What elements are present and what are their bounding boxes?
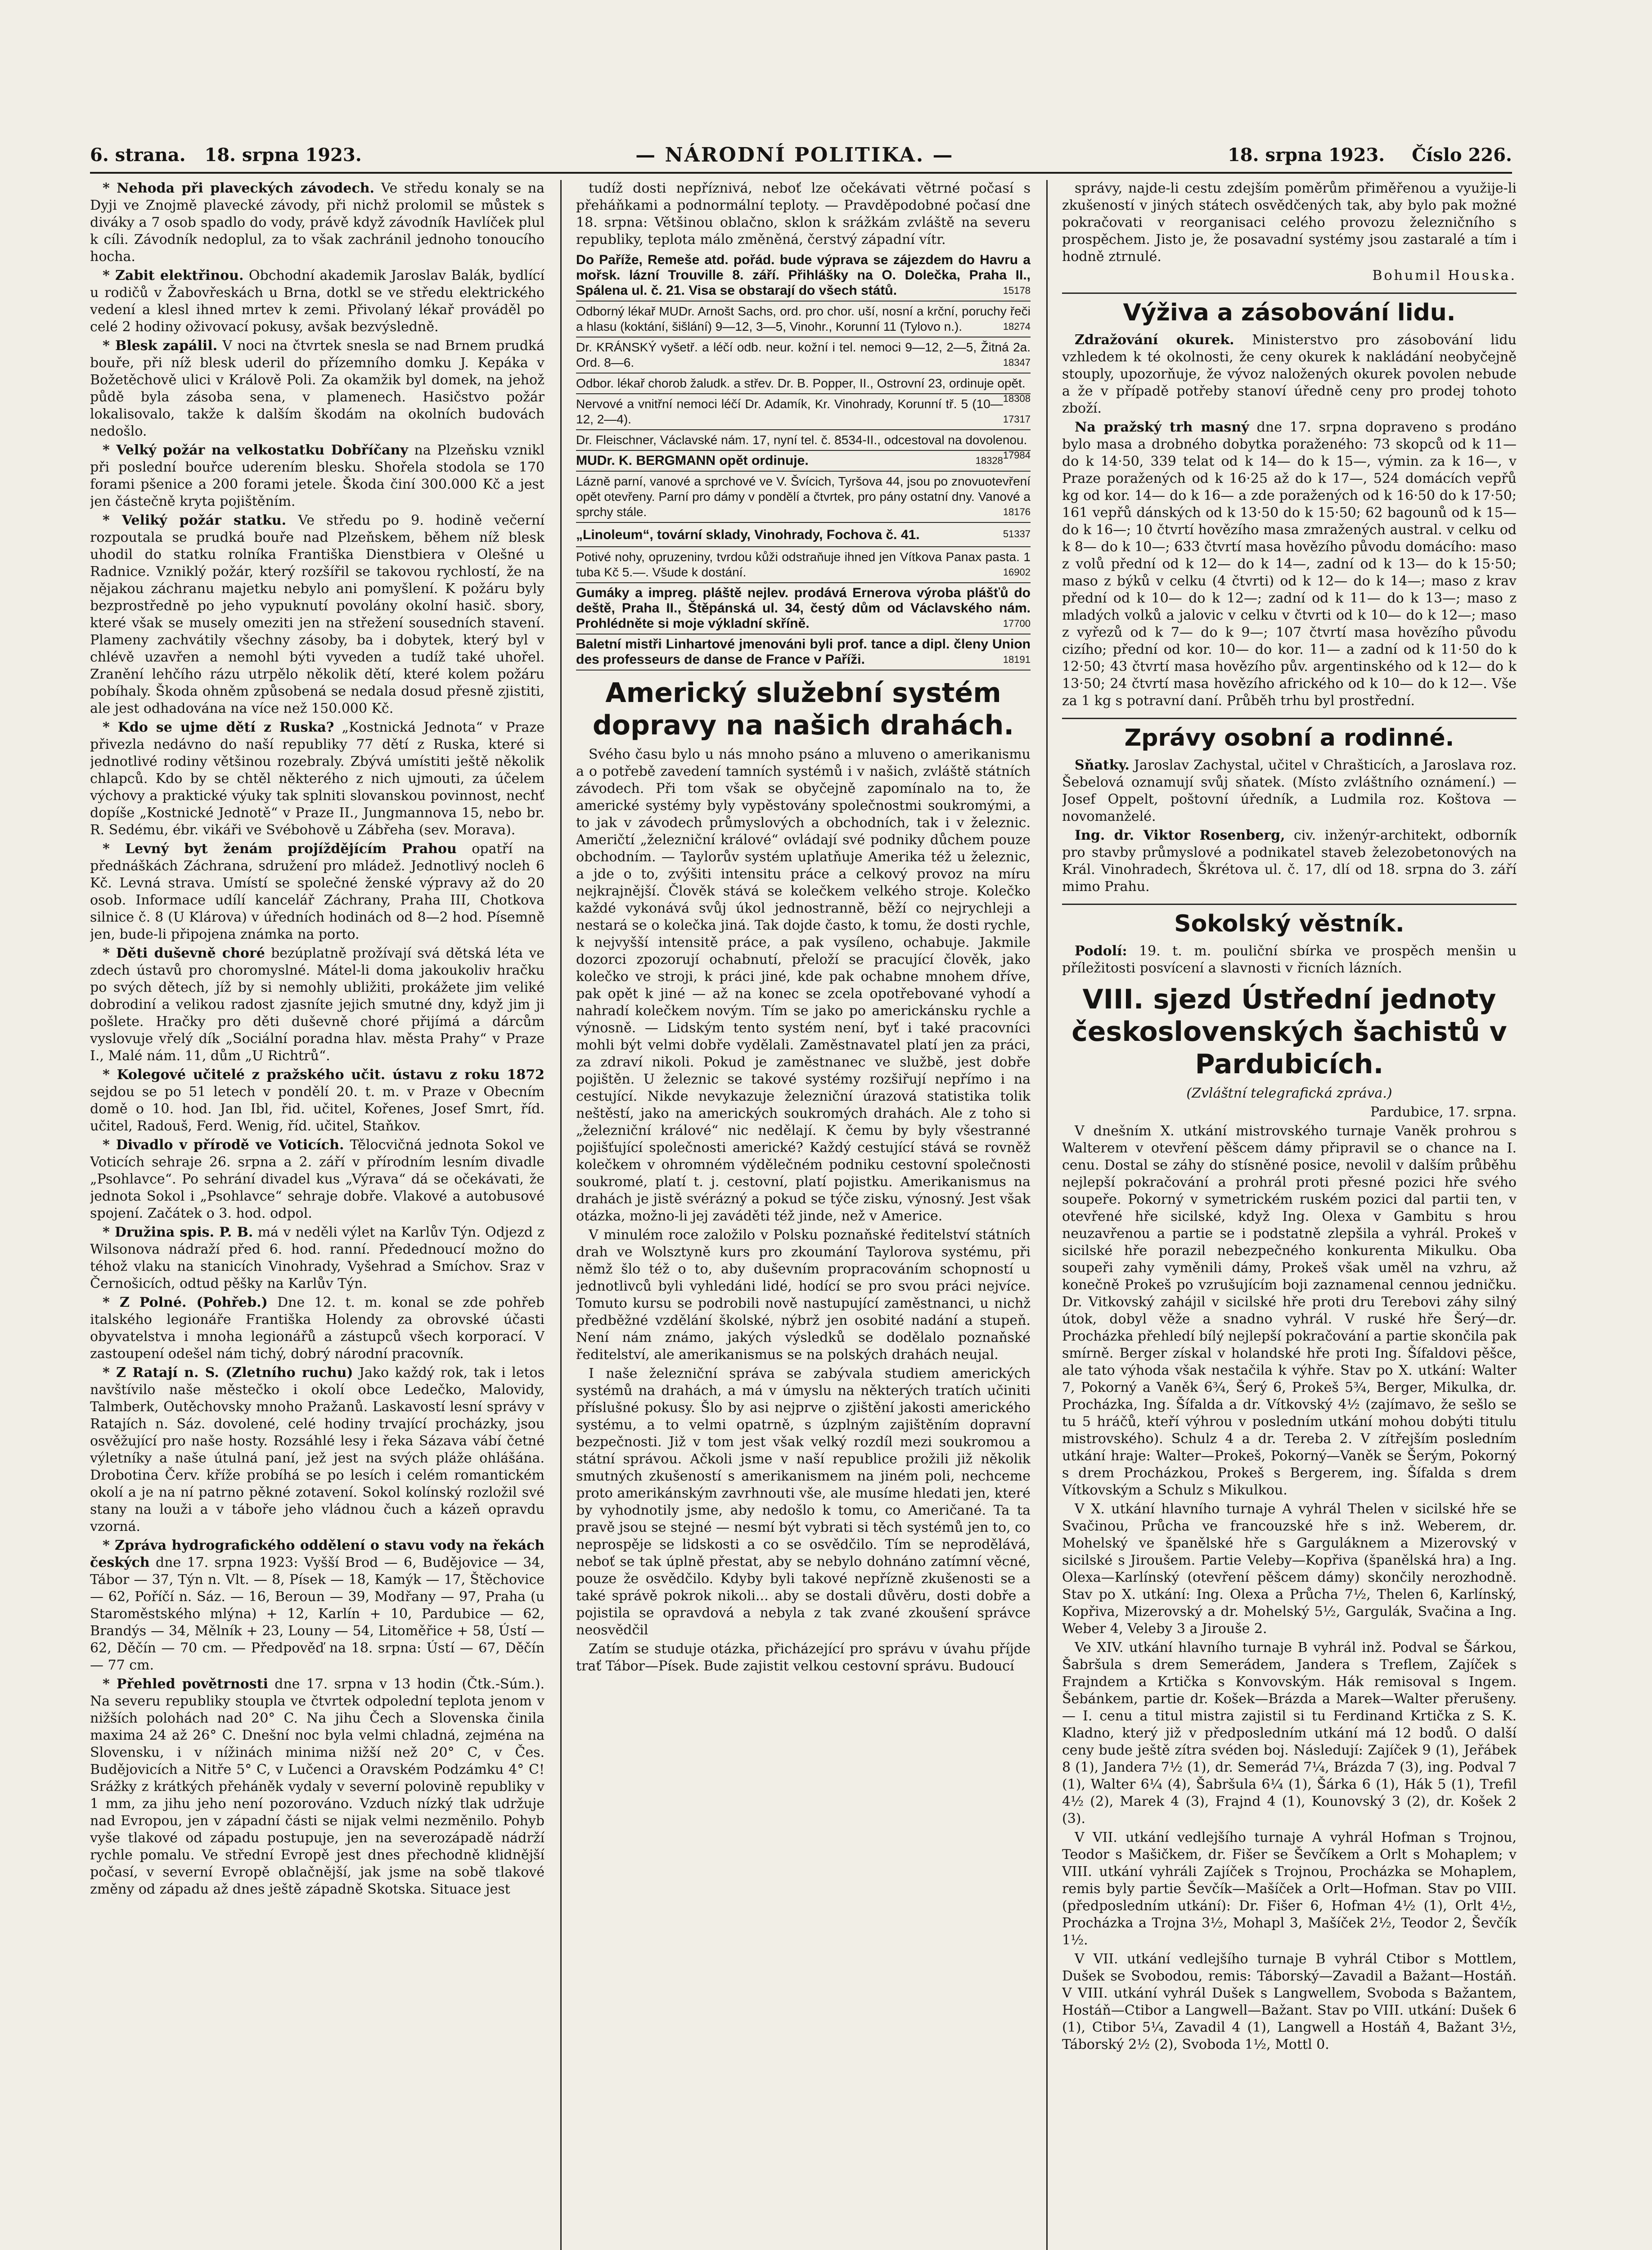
ad-text: Lázně parní, vanové a sprchové ve V. Švícich, Tyršova 44, jsou po znovuotevření opět otevřeny. Parní pro dámy v pondělí a čtvrtek, pro pány ostatní dny. Vanové a sprchy stále.: [576, 474, 1031, 519]
ad-text: Odbor. lékař chorob žaludk. a střev. Dr. B. Popper, II., Ostrovní 23, ordinuje opět.: [576, 376, 1026, 390]
ad-text: Do Paříže, Remeše atd. pořád. bude výprava se zájezdem do Havru a mořsk. lázní Trouville 8. září. Přihlášky na O. Dolečka, Praha II., Spálena ul. č. 21. Visa se obstarají do všech států.: [576, 252, 1031, 298]
section-heading: Zprávy osobní a rodinné.: [1062, 718, 1517, 752]
page-number: 6. strana.: [90, 144, 186, 166]
article-heading: VIII. sjezd Ústřední jednoty československých šachistů v Pardubicích.: [1071, 984, 1507, 1080]
advertisement: [576, 523, 1031, 547]
article: [1062, 943, 1517, 977]
column-2: [576, 180, 1031, 2250]
article-text: má v neděli výlet na Karlův Týn. Odjezd z Wilsonova nádraží před 6. hod. ranní. Předednoucí možno do téhož vlaku na stanicích Vinohrady, Vyšehrad a Smíchov. Sraz v Černošicích, odtud pěšky na Karlův Týn.: [90, 1224, 545, 1292]
advertisement: [576, 583, 1031, 634]
ad-number: 16902: [1003, 567, 1031, 578]
ad-text: Potivé nohy, opruzeniny, tvrdou kůži odstraňuje ihned jen Vítkova Panax pasta. 1 tuba Kč 5.—. Všude k dostání.: [576, 550, 1031, 579]
article-paragraph: V X. utkání hlavního turnaje A vyhrál Thelen v sicilské hře se Svačinou, Průcha ve francouzské hře s inž. Weberem, dr. Mohelský ve španělské hře s Garguláknem a Mizerovský v sicilské s Jiroušem. Partie Veleby—Kopřiva (španělská hra) a Ing. Olexa—Karlínský (otevření pěšcem dámy) skončily nerozhodně. Stav po X. utkání: Ing. Olexa a Průcha 7½, Thelen 6, Karlínský, Kopřiva, Mizerovský a dr. Mohelský 5½, Gargulák, Svačina a Ing. Weber 4, Veleby 3 a Jirouše 2.: [1062, 1501, 1517, 1637]
article-text: Tělocvičná jednota Sokol ve Voticích sehraje 26. srpna a 2. září v přírodním lesním divadle „Psohlavce“. Po sehrání divadel kus „Výrava“ dá se očekávati, že jednota Sokol i „Psohlavce“ sehraje dobře. Vlakové a autobusové spojení. Začátek o 3. hod. odpol.: [90, 1137, 545, 1221]
article-lead: * Levný byt ženám projíždějícím Prahou: [103, 841, 457, 857]
article: [90, 1294, 545, 1363]
author-signature: Bohumil Houska.: [1372, 268, 1517, 284]
article-paragraph: I naše železniční správa se zabývala studiem amerických systémů na drahách, a má v úmyslu na některých tratích učiniti příslušné pokusy. Šlo by asi nejprve o zjištění jakosti amerického systému, a to velmi opatrně, s úzplným zajištěním dopravní bezpečnosti. Již v tom jest však velký rozdíl mezi soukromou a státní správou. Ačkoli jsme v naší republice prožili již několik smutných zkušeností s amerikanismem na jiném poli, nechceme proto amerikánským zavrhnouti vše, ale musíme hledati jen, které by vyhodnotily jsme, aby nedošlo k tomu, co Američané. Ta ta pravě jsou se stejné — nesmí být vybrati si těch systémů jen to, co neprospěje se lidskosti a co se osvědčilo. Tím se neprodělává, neboť se tak úplně přestat, aby se nebylo dohnáno zatímní věcné, pouze že osvědčilo. Kdyby byli takové nepřízně zkušenosti se a také správě pokrok nikoli... aby se dostali důvěru, dosti dobře a pojistila se opravdová a nebyla z tak zvané zkoušení správce neosvědčil: [576, 1366, 1031, 1638]
article-text: V noci na čtvrtek snesla se nad Brnem prudká bouře, při níž blesk uderil do přízemního domku J. Kepáka v Božetěchově ulici v Králově Poli. Za okamžik byl domek, na jehož půdě byla zásoba sena, v plamenech. Hasičstvo požár lokalisovalo, takže k dalším škodám na okolních budovách nedošlo.: [90, 338, 545, 439]
article: [1062, 332, 1517, 417]
article-paragraph: V VII. utkání vedlejšího turnaje A vyhrál Hofman s Trojnou, Teodor s Mašičkem, dr. Fišer se Ševčíkem a Orlt s Mohaplem; v VIII. utkání vyhráli Zajíček s Trojnou, Procházka se Mohaplem, remis byly partie Ševčík—Mašíček a Orlt—Hofman. Stav po VIII. (předposledním utkání): Dr. Fišer 6, Hofman 4½ (1), Orlt 4½, Procházka a Trojna 3½, Mohapl 3, Mašíček 2½, Teodor 2, Ševčík 1½.: [1062, 1830, 1517, 1948]
article-text: Obchodní akademik Jaroslav Balák, bydlící u rodičů v Žabovřeskách u Brna, dotkl se ve středu elektrického vedení a klesl ihned mrtev k zemi. Přivolaný lékař prováděl po celé 2 hodiny oživovací pokusy, avšak bezvýsledně.: [90, 268, 545, 335]
article-paragraph: V dnešním X. utkání mistrovského turnaje Vaněk prohrou s Walterem v otevření pěšcem dámy připravil se o chance na I. cenu. Dostal se záhy do stísněné posice, nevolil v dalším průběhu nejlepší pokračování a prohrál proti přesné pozici hře svého soupeře. Pokorný v symetrickém ruském pozici dal partii ten, v otevřené hře sicilské, když Ing. Olexa v Gambitu s hrou neuzavřenou a partie se i podstatně zlepšila a vyhrál. Prokeš v sicilské hře porazil nebezpečného konkurenta Mikulku. Oba soupeři zahy vyměnili dámy, Prokeš však uměl na vzhru, až konečně Prokeš po vzrušujícím boji zaznamenal cennou jedničku. Dr. Vitkovský zahájil v sicilské hře proti dru Terebovi záhy silný útok, dobyl věže a snadno vyhrál. V ruské hře Šerý—dr. Procházka přehledí bílý nejlepší pokračování a partie skončila pak smírně. Berger získal v holandské hře proti Ing. Šífaldovi pěšce, ale tato výhoda však nestačila k výhře. Stav po X. utkání: Walter 7, Pokorný a Vaněk 6¾, Šerý 6, Prokeš 5¾, Berger, Mikulka, dr. Procházka, Ing. Šífalda a dr. Vítkovský 4½ (zajímavo, že sešlo se tu 5 hráčů, kteří výhrou v posledním utkání mohou dobýti titulu mistrovského). Schulz 4 a dr. Tereba 2. V zítřejším posledním utkání hraje: Walter—Prokeš, Pokorný—Vaněk se Šerým, Pokorný s drem Procházkou, Prokeš s Bergerem, ing. Šífalda s drem Vítkovským a Schulz s Mikulkou.: [1062, 1123, 1517, 1498]
ad-number: 18191: [1003, 654, 1031, 665]
article-text: „Kostnická Jednota“ v Praze přivezla nedávno do naší republiky 77 dětí z Ruska, které si jednotlivé rodiny většinou rozebraly. Zbývá umístiti ještě několik chlapců. Kdo by se chtěl některého z nich ujmouti, za účelem výchovy a praktické výuky tak splniti slovanskou povinnost, nechť dopíše „Kostnické Jednotě“ v Praze II., Jungmannova 15, nebo br. R. Sedému, ébr. vikáři ve Svébohově u Zábřeha (sev. Morava).: [90, 720, 545, 838]
article-text: Dne 12. t. m. konal se zde pohřeb italského legionáře Františka Holendy za obrovské účasti obyvatelstva i mnoha legionářů a zástupců všech korporací. V zastoupení odešel nám tichý, dobrý národní pracovník.: [90, 1295, 545, 1362]
article-lead: * Nehoda při plaveckých závodech.: [103, 180, 374, 196]
header-rule: [90, 172, 1512, 174]
advertisement: [576, 547, 1031, 583]
article-lead: * Veliký požár statku.: [103, 513, 287, 528]
advertisement: [576, 451, 1031, 472]
article-lead: * Velký požár na velkostatku Dobříčany: [103, 442, 408, 458]
column-divider: [560, 180, 562, 2250]
article-lead: Podolí:: [1075, 943, 1127, 959]
article-continuation: tudíž dosti nepříznivá, neboť lze očekávati větrné počasí s přeháňkami a podnormální teploty. — Pravděpodobné počasí dne 18. srpna: Většinou oblačno, sklon k srážkám zvláště na severu republiky, teplota málo změněná, čerstvý západní vítr.: [576, 180, 1031, 248]
ad-number: 15178: [1003, 285, 1031, 296]
article-heading: Americký služební systém dopravy na našich drahách.: [592, 677, 1014, 741]
article: [90, 180, 545, 266]
article: [90, 267, 545, 336]
ad-number: 17700: [1003, 618, 1031, 629]
issue-number: Číslo 226.: [1412, 144, 1512, 166]
article-text: Ve středu konaly se na Dyji ve Znojmě plavecké závody, při nichž prolomil se můstek s diváky a 7 osob spadlo do vody, právě když závodník Havlíček plul k cíli. Závodník nedoplul, za to však zachránil jednoho tonoucího hocha.: [90, 180, 545, 265]
article-lead: Sňatky.: [1075, 757, 1130, 773]
ad-text: Gumáky a impreg. pláště nejlev. prodává Ernerova výroba plášťů do deště, Praha II., Štěpánská ul. 34, čestý dům od Václavského nám. Prohlédněte si moje výkladní skříně.: [576, 585, 1031, 631]
date-right: 18. srpna 1923.: [1227, 144, 1385, 166]
article-lead: Zdražování okurek.: [1075, 332, 1234, 348]
ad-number: 51337: [1003, 528, 1031, 540]
article-text: opatří na přednáškách Záchrana, sdružení pro mládež. Jednotlivý nocleh 6 Kč. Levná strava. Umístí se společné ženské výpravy až do 20 osob. Informace udílí kancelář Záchrany, Praha III, Chotkova silnice č. 8 (U Klárova) v úředních hodinách od 8—2 hod. Písemně jen, bude-li připojena známka na porto.: [90, 841, 545, 942]
article: [1062, 419, 1517, 710]
ad-number: 17984: [1003, 450, 1031, 461]
article-text: Jako každý rok, tak i letos navštívilo naše městečko i okolí obce Ledečko, Malovidy, Talmberk, Outěchovsky mnoho Pražanů. Laskavostí lesní správy v Ratajích n. Sáz. dovolené, celé hodiny trvající procházky, jsou osvěžující pro naše hosty. Rozsáhlé lesy i řeka Sázava vábí četné výletníky a naše útulná paní, jež jest na svých pláže ohlášána. Drobotina Červ. kříže probíhá se po lesích i celém romantickém okolí a je na ní patrno pěkné zotavení. Sokol kolínský rozložil své stany na louži a v táboře jeho vládnou čuch a kázeň opravdu vzorná.: [90, 1365, 545, 1534]
article-text: bezúplatně prožívají svá dětská léta ve zdech ústavů pro choromyslné. Mátel-li doma jakoukoliv hračku po svých dětech, jíž by si nemohly ubližiti, prokážete jim veliké dobrodiní a velikou radost zjasníte jejich smutné dny, když jim ji pošlete. Hračky pro děti duševně choré přijímá a dárcům vyslovuje vřelý dík „Sociální poradna hlav. města Prahy“ v Praze I., Malé nám. 11, dům „U Richtrů“.: [90, 945, 545, 1064]
article-lead: Ing. dr. Viktor Rosenberg,: [1075, 828, 1285, 843]
page-header: [90, 140, 1512, 169]
date-left: 18. srpna 1923.: [204, 144, 362, 166]
article: [90, 719, 545, 839]
article: [90, 841, 545, 943]
dateline: Pardubice, 17. srpna.: [1370, 1104, 1517, 1120]
ad-text: Dr. KRÁNSKÝ vyšetř. a léčí odb. neur. kožní i tel. nemoci 9—12, 2—5, Žitná 2a. Ord. 8—6.: [576, 340, 1031, 369]
article: [90, 1066, 545, 1135]
ad-text: Odborný lékař MUDr. Arnošt Sachs, ord. pro chor. uší, nosní a krční, poruchy řeči a hlasu (koktání, šišlání) 9—12, 3—5, Vinohr., Korunní 11 (Tylovo n.).: [576, 304, 1031, 333]
ad-number: 18328: [975, 455, 1003, 466]
article-paragraph: Svého času bylo u nás mnoho psáno a mluveno o amerikanismu a o potřebě zavedení tamních systémů i v našich, zvláště státních závodech. Při tom však se obyčejně zapomínalo na to, že americké systémy byly vypěstovány společnostmi soukromými, a to jak v závodech průmyslových a obchodních, tak i v železnic. Američtí „železniční králové“ ovládají své podniky důchem pouze obchodním. — Taylorův systém uplatňuje Amerika též u železnic, a jde o to, zvýšiti intensitu práce a celkový provoz na míru nejkrajnější. Člověk stává se kolečkem velkého stroje. Kolečko každé vykonává svůj úkol jednostranně, běží co nejrychleji a nestará se o kolečka jiná. Tak dojde často, k tomu, že dosti rychle, k nejvyšší intensitě práce, a pak vysíleno, ochabuje. Jakmile dozorci zpozorují ochabnutí, přeloží se pracující člověk, jako kolečko ve stroji, k práci jiné, kde pak ochabne mnohem dříve, pak opět k jiné — až na konec se zcela opotřebované vyhodí a nahradí kolečkem novým. Tím se jako po americkánsku rychle a výnosně. — Lidským tento systém není, byť i také pracovníci mohli být velmi dobře vydělali. Zaměstnavatel platí jen za práci, za zdraví nikoli. Pokud je zaměstnanec ve službě, jest dobře pojištěn. U železnic se takové systémy rozšiřují nepřímo i na cestující. Nikde nevykazuje železniční úrazová statistika tolik neštěstí, jako na amerických soukromých drahách. Ale z toho si „železniční králové“ nic nedělají. K čemu by byly všestranné pojišťující společnosti americké? Každý cestující stává se rovněž kolečkem v ohromném výdělečném podniku cestovní společnosti soukromé, platí t. j. cestovní, platí pojistku. Amerikanismus na drahách je jistě svérázný a pokud se týče zisku, výnosný. Jest však otázka, možno-li jej zaváděti též jinde, než v Americe.: [576, 747, 1031, 1224]
advertisement: [576, 338, 1031, 374]
header-right: [1228, 144, 1512, 166]
article-lead: Na pražský trh masný: [1075, 419, 1249, 435]
advertisement: [576, 374, 1031, 404]
ad-text: „Linoleum“, tovární sklady, Vinohrady, Fochova č. 41.: [576, 527, 920, 542]
article-subtitle: (Zvláštní telegrafická zpráva.): [1186, 1085, 1392, 1101]
advertisement: [576, 472, 1031, 523]
article-text: civ. inženýr-architekt, odborník pro stavby průmyslové a podnikatel staveb železobetonových na Král. Vinohradech, Škrétova ul. č. 17, dlí od 18. srpna do 3. září mimo Prahu.: [1062, 828, 1517, 895]
ad-text: MUDr. K. BERGMANN opět ordinuje.: [576, 453, 809, 468]
article-lead: * Z Ratají n. S. (Zletního ruchu): [103, 1365, 353, 1381]
article-lead: * Děti duševně choré: [103, 945, 265, 961]
article: [90, 1537, 545, 1674]
column-1: [90, 180, 545, 2250]
article: [90, 945, 545, 1065]
advertisement: [576, 250, 1031, 302]
advertisement: [576, 302, 1031, 338]
article: [1062, 827, 1517, 896]
header-left: [90, 144, 362, 166]
article-lead: * Kdo se ujme dětí z Ruska?: [103, 720, 334, 735]
article-text: Ve středu po 9. hodině večerní rozpoutala se prudká bouře nad Plzeňskem, během níž blesk uhodil do statku rolníka Františka Dienstbiera v Olešné u Radnice. Vzniklý požár, který rozšířil se takovou rychlostí, že na nějakou záchranu majetku nebylo ani pomyšlení. K požáru byly bezprostředně po jeho vypuknutí povolány okolní hasič. sbory, které však se musely omeziti jen na střežení sousedních stavení. Plameny zachvátily všechny zásoby, ba i dobytek, který byl v chlévě uzavřen a nemohl býti vyveden a tudíž také uhořel. Zranění lehčího rázu utrpělo několik dětí, které kolem požáru pobíhaly. Škoda ohněm způsobená se nedala dosud přesně zjistiti, ale jest odhadována na více než 150.000 Kč.: [90, 513, 545, 716]
section-heading: Sokolský věstník.: [1062, 904, 1517, 938]
article-text: 19. t. m. pouliční sbírka ve prospěch menšin u příležitosti posvícení a slavnosti v řicních lázních.: [1062, 943, 1517, 976]
article-text: Jaroslav Zachystal, učitel v Chrašticích, a Jaroslava roz. Šebelová oznamují svůj sňatek. (Místo zvláštního oznámení.) — Josef Oppelt, poštovní úředník, a Ludmila roz. Koštova — novomanželé.: [1062, 757, 1517, 824]
article-paragraph: V VII. utkání vedlejšího turnaje B vyhrál Ctibor s Mottlem, Dušek se Svobodou, remis: Táborský—Zavadil a Bažant—Hostáň. V VIII. utkání vyhrál Dušek s Langwellem, Svoboda s Bažantem, Hostáň—Ctibor a Langwell—Bažant. Stav po VIII. utkání: Dušek 6 (1), Ctibor 5¼, Zavadil 4 (1), Langwell a Hostáň 4, Bažant 3½, Táborský 2½ (2), Svoboda 1½, Mottl 0.: [1062, 1951, 1517, 2052]
article-lead: * Divadlo v přírodě ve Voticích.: [103, 1137, 344, 1153]
ad-text: Nervové a vnitřní nemoci léčí Dr. Adamík, Kr. Vinohrady, Korunní tř. 5 (10—12, 2—4).: [576, 397, 1003, 426]
article-paragraph: Zatím se studuje otázka, přicházející pro správu v úvahu příjde trať Tábor—Písek. Bude zajistit velkou cestovní správu. Budoucí: [576, 1641, 1031, 1674]
column-3: [1062, 180, 1517, 2250]
article-text: Ministerstvo pro zásobování lidu vzhledem k té okolnosti, že ceny okurek k nakládání neobyčejně stouply, upozorňuje, že vývoz naložených okurek povolen nebude a že v případě potřeby stanoví úředně ceny pro prodej tohoto zboží.: [1062, 332, 1517, 416]
article: [90, 1224, 545, 1292]
advertisement: [576, 634, 1031, 670]
article-text: sejdou se po 51 letech v pondělí 20. t. m. v Praze v Obecním domě o 10. hod. Jan Ibl, řid. učitel, Kořenes, Josef Smrt, říd. učitel, Radouš, Ferd. Wenig, říd. učitel, Staňkov.: [90, 1084, 545, 1134]
article-lead: * Z Polné. (Pohřeb.): [103, 1295, 268, 1310]
article-lead: * Družina spis. P. B.: [103, 1224, 253, 1240]
article-lead: * Přehled povětrnosti: [103, 1676, 268, 1692]
masthead: — NÁRODNÍ POLITIKA. —: [635, 143, 954, 166]
article: [90, 1676, 545, 1898]
article-lead: * Zpráva hydrografického oddělení o stavu vody na řekách českých: [90, 1538, 545, 1570]
ad-number: 18347: [1003, 357, 1031, 368]
article-text: dne 17. srpna dopraveno s prodáno bylo masa a drobného dobytka poraženého: 73 skopců od k 11— do k 14·50, 339 telat od k 14— do k 15—, výmin. za k 16—, v Praze poražených od k 16·25 až do k 17—, 524 domácích vepřů kg od kor. 14— do k 16— a zde poražených od k 16·50 do k 17·50; 161 vepřů dánských od k 13·50 do k 15·50; 62 bagounů od k 15— do k 16—; 10 čtvrtí hovězího masa zmražených austral. v celku od k 8— do k 10—; 633 čtvrtí masa hovězího původu domácího: maso z volů přední od k 12— do k 14—, zadní od k 13— do k 15·50; maso z býků v celku (4 čtvrti) od k 12— do k 14—; maso z krav přední od k 10— do k 12—; zadní od k 11— do k 13—; maso z mladých volků a jalovic v celku v čtvrti od k 10— do k 12—; maso z vyřezů od k 7— do k 9—; 107 čtvrtí masa hovězího původu cizího; přední od kor. 10— do kor. 11— a zadní od k 11·50 do k 12·50; 43 čtvrtí masa hovězího pův. argentinského od k 12— do k 13·50; 24 čtvrtí masa hovězího afrického od k 10— do k 12—. Vše za 1 kg s potravní daní. Průběh trhu byl prostřední.: [1062, 419, 1517, 709]
article: [90, 512, 545, 717]
ad-number: 18308: [1003, 393, 1031, 404]
article-continuation: správy, najde-li cestu zdejším poměrům přiměřenou a využije-li zkušeností v jiných státech osvědčených tak, aby bylo pak možné pokračovati v reorganisaci celého provozu železničního s prospěchem. Jisto je, že posavadní systémy jsou zastaralé a tím i hodně ztrnulé.: [1062, 180, 1517, 265]
article-paragraph: V minulém roce založilo v Polsku poznaňské ředitelství státních drah ve Wolsztyně kurs pro zkoumání Taylorova systému, při němž šlo též o to, aby duševním propracováním schopností u jednotlivců byli vyhledáni lidé, hodící se pro svou práci nejvíce. Tomuto kursu se podrobili nově nastupující zaměstnanci, u nichž předběžné vzdělání školské, nýbrž jen osobité nadání a stupeň. Není nám známo, jakých výsledků se dodělalo poznaňské ředitelství, ale amerikanismus se na polských drahách neujal.: [576, 1227, 1031, 1363]
ad-text: Baletní mistři Linhartové jmenováni byli prof. tance a dipl. členy Union des professeurs de danse de France v Paříži.: [576, 637, 1031, 667]
article: [90, 442, 545, 510]
article: [1062, 757, 1517, 825]
article-text: dne 17. srpna v 13 hodin (Čtk.-Súm.). Na severu republiky stoupla ve čtvrtek odpolední teplota jenom v nižších polohách nad 20° C. Na jihu Čech a Slovenska činila maxima 24 až 26° C. Dnešní noc byla velmi chladná, zejména na Slovensku, i v nížinách minima nižší než 20° C, v Čes. Budějovicích a Nitře 5° C, v Lučenci a Oravském Podzámku 4° C! Srážky z krátkých přeháněk vydaly v severní polovině republiky v 1 mm, za jihu jeho není pozorováno. Vzduch nízký tlak udržuje nad Evropou, jen v západní části se nijak velmi nezměnilo. Pohyb vyše tlakové od západu postupuje, jen na severozápadě nádrží rychle pomalu. Ve střední Evropě jest dnes přechodně klidnější počasí, v severní Evropě oblačnější, jak jsme na sobě tlakové změny od západu až dnes ještě západně Skotska. Situace jest: [90, 1676, 545, 1897]
ad-number: 18274: [1003, 321, 1031, 332]
article: [90, 1137, 545, 1222]
ad-text: Dr. Fleischner, Václavské nám. 17, nyní tel. č. 8534-II., odcestoval na dovolenou.: [576, 433, 1027, 447]
article-lead: * Kolegové učitelé z pražského učit. ústavu z roku 1872: [103, 1067, 545, 1083]
article: [90, 338, 545, 440]
article-text: na Plzeňsku vznikl při poslední bouřce uderením blesku. Shořela stodola se 170 forami pšenice a 200 forami jetele. Škoda činí 300.000 Kč a jest jen částečně kryta pojištěním.: [90, 442, 545, 509]
ad-number: 17317: [1003, 414, 1031, 425]
article-lead: * Zabit elektřinou.: [103, 268, 244, 284]
article-paragraph: Ve XIV. utkání hlavního turnaje B vyhrál inž. Podval se Šárkou, Šabršula s drem Semerádem, Jandera s Treflem, Zajíček s Frajndem a Krtička s Konvovským. Hák remisoval s Ingem. Šebánkem, partie dr. Košek—Brázda a Marek—Walter přerušeny. — I. cenu a titul mistra zajistil si tu Ferdinand Krtička z S. K. Kladno, který již v předposledním utkání má 12 bodů. O další ceny bude ještě zítra svéden boj. Následují: Zajíček 9 (1), Jeřábek 8 (1), Jandera 7½ (1), dr. Semerád 7¼, Brázda 7 (3), ing. Podval 7 (1), Walter 6¼ (4), Šabršula 6¼ (1), Šárka 6 (1), Hák 5 (1), Trefil 4½ (2), Marek 4 (3), Frajnd 4 (1), Kounovský 3 (2), dr. Košek 2 (3).: [1062, 1640, 1517, 1827]
article-text: dne 17. srpna 1923: Vyšší Brod — 6, Budějovice — 34, Tábor — 37, Týn n. Vlt. — 8, Písek — 18, Kamýk — 17, Štěchovice — 62, Poříčí n. Sáz. — 16, Beroun — 39, Modřany — 97, Praha (u Staroměstského mlýna) + 12, Karlín + 10, Pardubice — 62, Brandýs — 34, Mělník + 23, Louny — 54, Litoměřice + 58, Ústí — 62, Děčín — 70 cm. — Předpověď na 18. srpna: Ústí — 67, Děčín — 77 cm.: [90, 1555, 545, 1673]
ad-number: 18176: [1003, 506, 1031, 518]
article: [90, 1364, 545, 1535]
section-heading: Výživa a zásobování lidu.: [1062, 292, 1517, 327]
article-lead: * Blesk zapálil.: [103, 338, 218, 354]
advertisement: [576, 394, 1031, 430]
column-divider: [1046, 180, 1048, 2250]
